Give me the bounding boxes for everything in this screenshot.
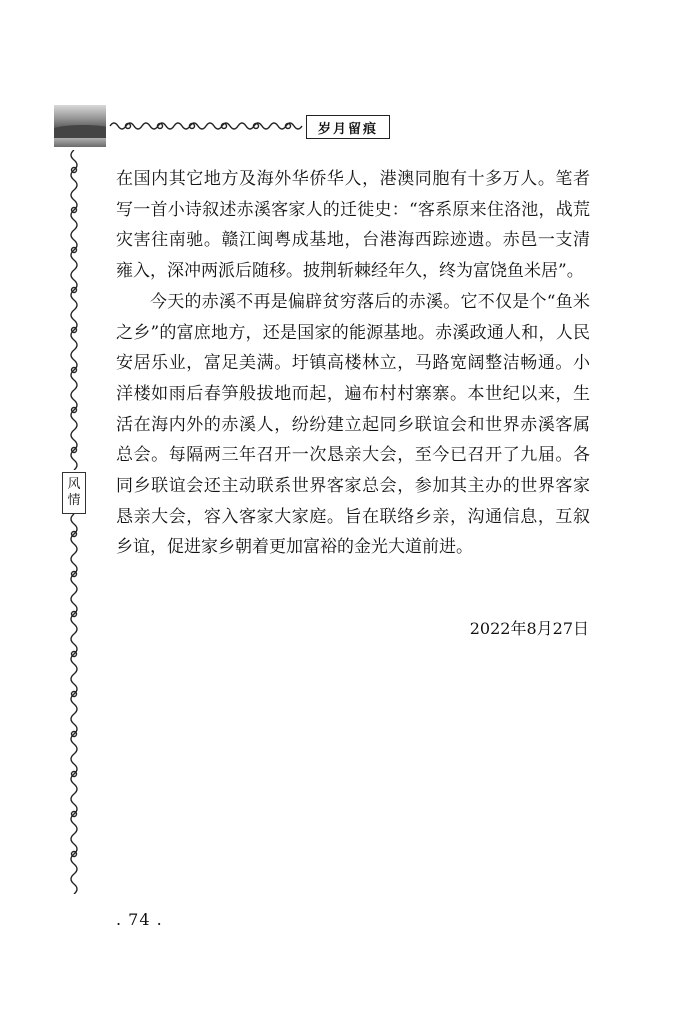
side-scroll-ornament-bottom (66, 514, 82, 894)
page-number: . 74 . (116, 910, 163, 929)
header-scroll-ornament (108, 119, 304, 133)
side-scroll-ornament-top (66, 150, 82, 470)
paragraph-1: 在国内其它地方及海外华侨华人，港澳同胞有十多万人。笔者写一首小诗叙述赤溪客家人的迁徙史：“客系原来住洛池，战荒灾害往南驰。赣江闽粤成基地，台港海西踪迹遗。赤邑一支清雍入，深冲两派后随移。披荆斩棘经年久，终为富饶鱼米居”。 (116, 169, 590, 282)
header-landscape-photo (54, 105, 106, 147)
section-title-box (306, 115, 390, 139)
side-tab-char-1: 风 (67, 477, 81, 492)
paragraph-2: 今天的赤溪不再是偏辟贫穷落后的赤溪。它不仅是个“鱼米之乡”的富庶地方，还是国家的能源基地。赤溪政通人和，人民安居乐业，富足美满。圩镇高楼林立，马路宽阔整洁畅通。小洋楼如雨后春笋般拔地而起，遍布村村寨寨。本世纪以来，生活在海内外的赤溪人，纷纷建立起同乡联谊会和世界赤溪客属总会。每隔两三年召开一次恳亲大会，至今已召开了九届。各同乡联谊会还主动联系世界客家总会，参加其主办的世界客家恳亲大会，容入客家大家庭。旨在联络乡亲，沟通信息，互叙乡谊，促进家乡朝着更加富裕的金光大道前进。 (116, 291, 590, 558)
side-tab-char-2: 情 (67, 493, 81, 508)
date-line: 2022年8月27日 (469, 619, 589, 638)
article-body (116, 164, 590, 563)
section-title: 岁月留痕 (317, 121, 378, 137)
side-category-tab (62, 472, 86, 514)
